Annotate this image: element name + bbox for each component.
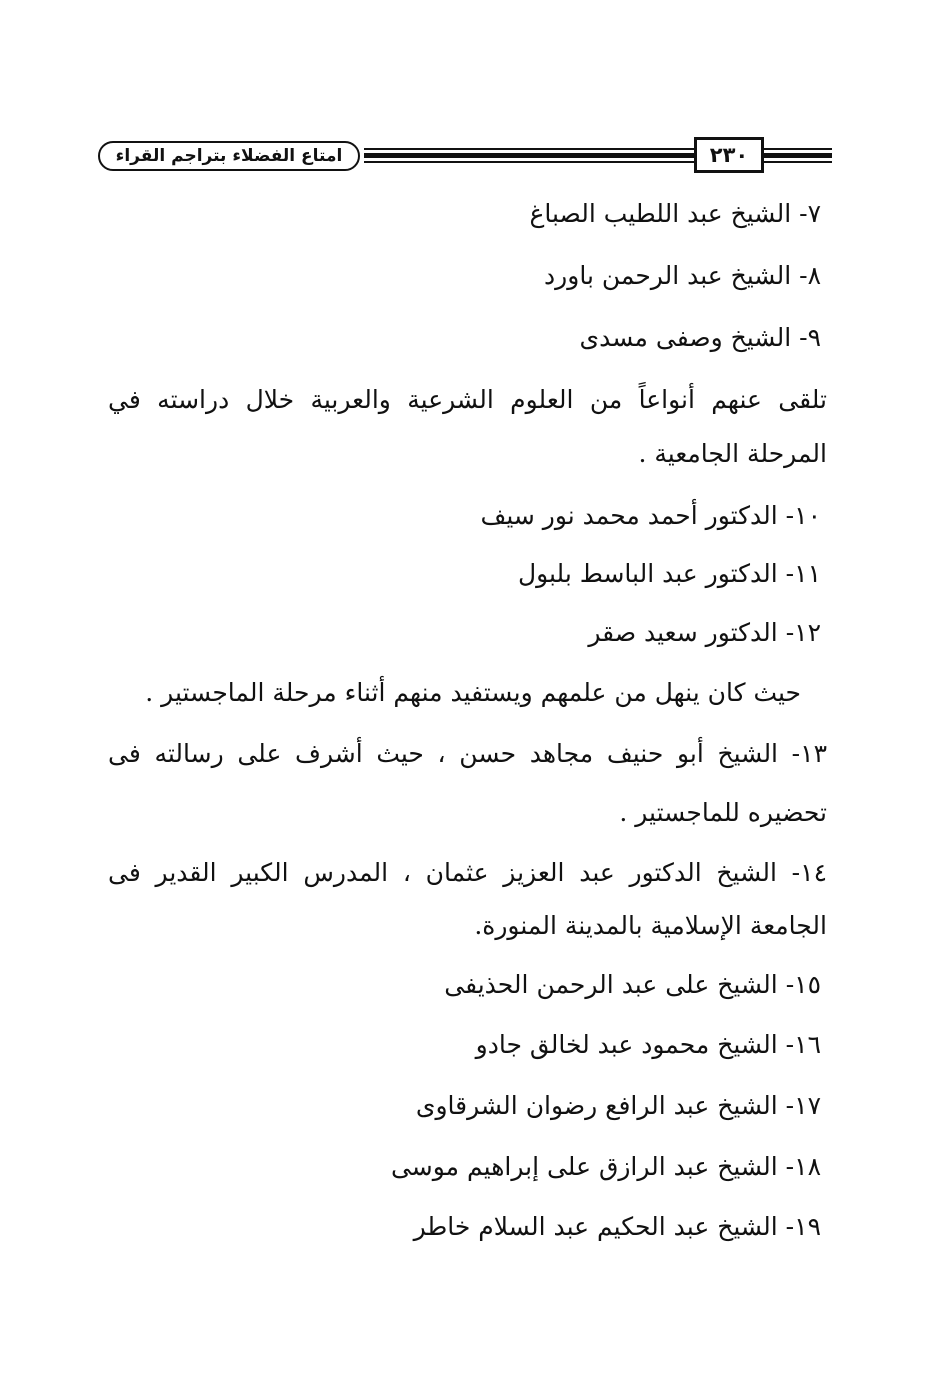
list-item: ١٠- الدكتور أحمد محمد نور سيف xyxy=(480,501,821,530)
list-item: ١٨- الشيخ عبد الرازق على إبراهيم موسى xyxy=(390,1152,821,1181)
paragraph-line: حيث كان ينهل من علمهم ويستفيد منهم أثناء مرحلة الماجستير . xyxy=(145,678,801,707)
book-title: امتاع الفضلاء بتراجم القراء xyxy=(98,141,360,171)
page-header xyxy=(96,136,832,180)
page-number: ٢٣٠ xyxy=(694,137,764,173)
paragraph-line: ١٣- الشيخ أبو حنيف مجاهد حسن ، حيث أشرف على رسالته فى xyxy=(108,739,827,768)
list-item: ١١- الدكتور عبد الباسط بلبول xyxy=(517,559,821,588)
list-item: ١٢- الدكتور سعيد صقر xyxy=(588,618,821,647)
list-item: ١٥- الشيخ على عبد الرحمن الحذيفى xyxy=(444,970,821,999)
list-item: ١٩- الشيخ عبد الحكيم عبد السلام خاطر xyxy=(413,1212,821,1241)
list-item: ٨- الشيخ عبد الرحمن باورد xyxy=(544,261,821,290)
paragraph-line: الجامعة الإسلامية بالمدينة المنورة. xyxy=(474,911,827,940)
list-item: ٩- الشيخ وصفى مسدى xyxy=(579,323,821,352)
list-item: ١٦- الشيخ محمود عبد لخالق جادو xyxy=(475,1030,821,1059)
paragraph-line: تحضيره للماجستير . xyxy=(619,798,827,827)
list-item: ١٧- الشيخ عبد الرافع رضوان الشرقاوى xyxy=(415,1091,821,1120)
paragraph-line: المرحلة الجامعية . xyxy=(638,439,827,468)
paragraph-line: ١٤- الشيخ الدكتور عبد العزيز عثمان ، المدرس الكبير القدير فى xyxy=(108,858,827,887)
list-item: ٧- الشيخ عبد اللطيب الصباغ xyxy=(529,199,821,228)
paragraph-line: تلقى عنهم أنواعاً من العلوم الشرعية والعربية خلال دراسته في xyxy=(108,385,827,414)
